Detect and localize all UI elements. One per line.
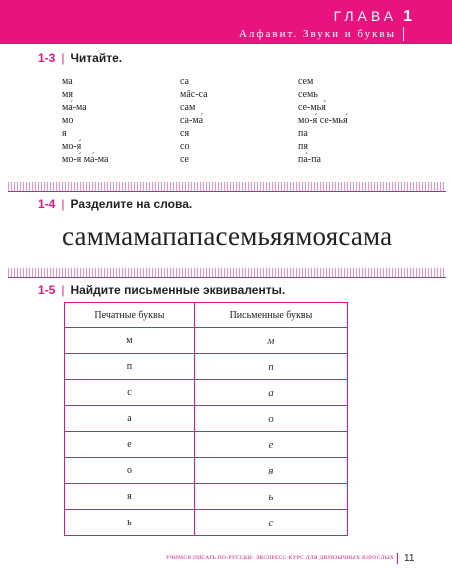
table-row bbox=[65, 354, 348, 380]
heading-divider: | bbox=[61, 51, 65, 65]
syllable: мо-я́ bbox=[62, 141, 82, 152]
section-divider bbox=[8, 268, 446, 277]
syllable: мо-я́ се-мья́ bbox=[298, 115, 348, 126]
column-header: Печатные буквы bbox=[65, 303, 195, 328]
chapter-header bbox=[0, 0, 452, 44]
syllable: семь bbox=[298, 89, 318, 100]
syllable: мя bbox=[62, 89, 73, 100]
syllable: мо-я́ ма́-ма bbox=[62, 154, 109, 165]
printed-letter: я bbox=[65, 484, 195, 510]
footer-divider bbox=[397, 553, 398, 564]
exercise-1-5-heading bbox=[38, 283, 285, 297]
table-row bbox=[65, 458, 348, 484]
written-letter: я bbox=[194, 458, 347, 484]
heading-divider: | bbox=[61, 197, 65, 211]
syllable: ся bbox=[180, 128, 190, 139]
chapter-number: 1 bbox=[403, 8, 412, 25]
syllable: па bbox=[298, 128, 308, 139]
syllable: па́-па bbox=[298, 154, 321, 165]
printed-letter: о bbox=[65, 458, 195, 484]
syllable: сем bbox=[298, 76, 314, 87]
syllable: сам bbox=[180, 102, 196, 113]
syllable: са bbox=[180, 76, 189, 87]
written-letter: е bbox=[194, 432, 347, 458]
written-letter: ь bbox=[194, 484, 347, 510]
exercise-number: 1-3 bbox=[38, 51, 56, 65]
exercise-instruction: Найдите письменные эквиваленты. bbox=[70, 283, 286, 297]
table-row bbox=[65, 484, 348, 510]
syllable: мо bbox=[62, 115, 74, 126]
chapter-word: ГЛАВА bbox=[333, 8, 398, 24]
syllable: ма bbox=[62, 76, 73, 87]
subtitle-divider bbox=[403, 27, 404, 41]
written-letter: п bbox=[194, 354, 347, 380]
running-footer: УЧИМСЯ ПИСАТЬ ПО-РУССКИ: ЭКСПРЕСС-КУРС ДЛЯ ДВУЯЗЫЧНЫХ ВЗРОСЛЫХ bbox=[165, 555, 394, 561]
heading-divider: | bbox=[61, 283, 65, 297]
syllable: се bbox=[180, 154, 189, 165]
section-divider bbox=[8, 182, 446, 191]
chapter-subtitle: Алфавит. Звуки и буквы bbox=[238, 28, 396, 40]
exercise-1-4-heading bbox=[38, 197, 192, 211]
written-letter: м bbox=[194, 328, 347, 354]
exercise-instruction: Разделите на слова. bbox=[70, 197, 193, 211]
syllable: мâс-са bbox=[180, 89, 208, 100]
printed-letter: е bbox=[65, 432, 195, 458]
column-header: Письменные буквы bbox=[194, 303, 347, 328]
equivalents-table bbox=[64, 302, 348, 536]
printed-letter: м bbox=[65, 328, 195, 354]
table-row bbox=[65, 510, 348, 536]
written-letter: с bbox=[194, 510, 347, 536]
table-row bbox=[65, 406, 348, 432]
syllable: ма́-ма bbox=[62, 102, 87, 113]
syllable: пя bbox=[298, 141, 308, 152]
syllable: со bbox=[180, 141, 190, 152]
table-row bbox=[65, 328, 348, 354]
exercise-number: 1-4 bbox=[38, 197, 56, 211]
syllable: се-мья́ bbox=[298, 102, 326, 113]
table-header-row bbox=[65, 303, 348, 328]
exercise-number: 1-5 bbox=[38, 283, 56, 297]
table-row bbox=[65, 380, 348, 406]
exercise-1-3-heading bbox=[38, 51, 122, 65]
printed-letter: ь bbox=[65, 510, 195, 536]
page-number: 11 bbox=[404, 553, 415, 564]
syllable: я bbox=[62, 128, 67, 139]
printed-letter: п bbox=[65, 354, 195, 380]
exercise-instruction: Читайте. bbox=[70, 51, 123, 65]
syllable: са-ма́ bbox=[180, 115, 204, 126]
table-row bbox=[65, 432, 348, 458]
written-letter: о bbox=[194, 406, 347, 432]
chapter-label bbox=[334, 8, 412, 26]
printed-letter: с bbox=[65, 380, 195, 406]
printed-letter: а bbox=[65, 406, 195, 432]
unsegmented-text: саммамапапасемьяямоясама bbox=[62, 221, 393, 251]
written-letter: а bbox=[194, 380, 347, 406]
